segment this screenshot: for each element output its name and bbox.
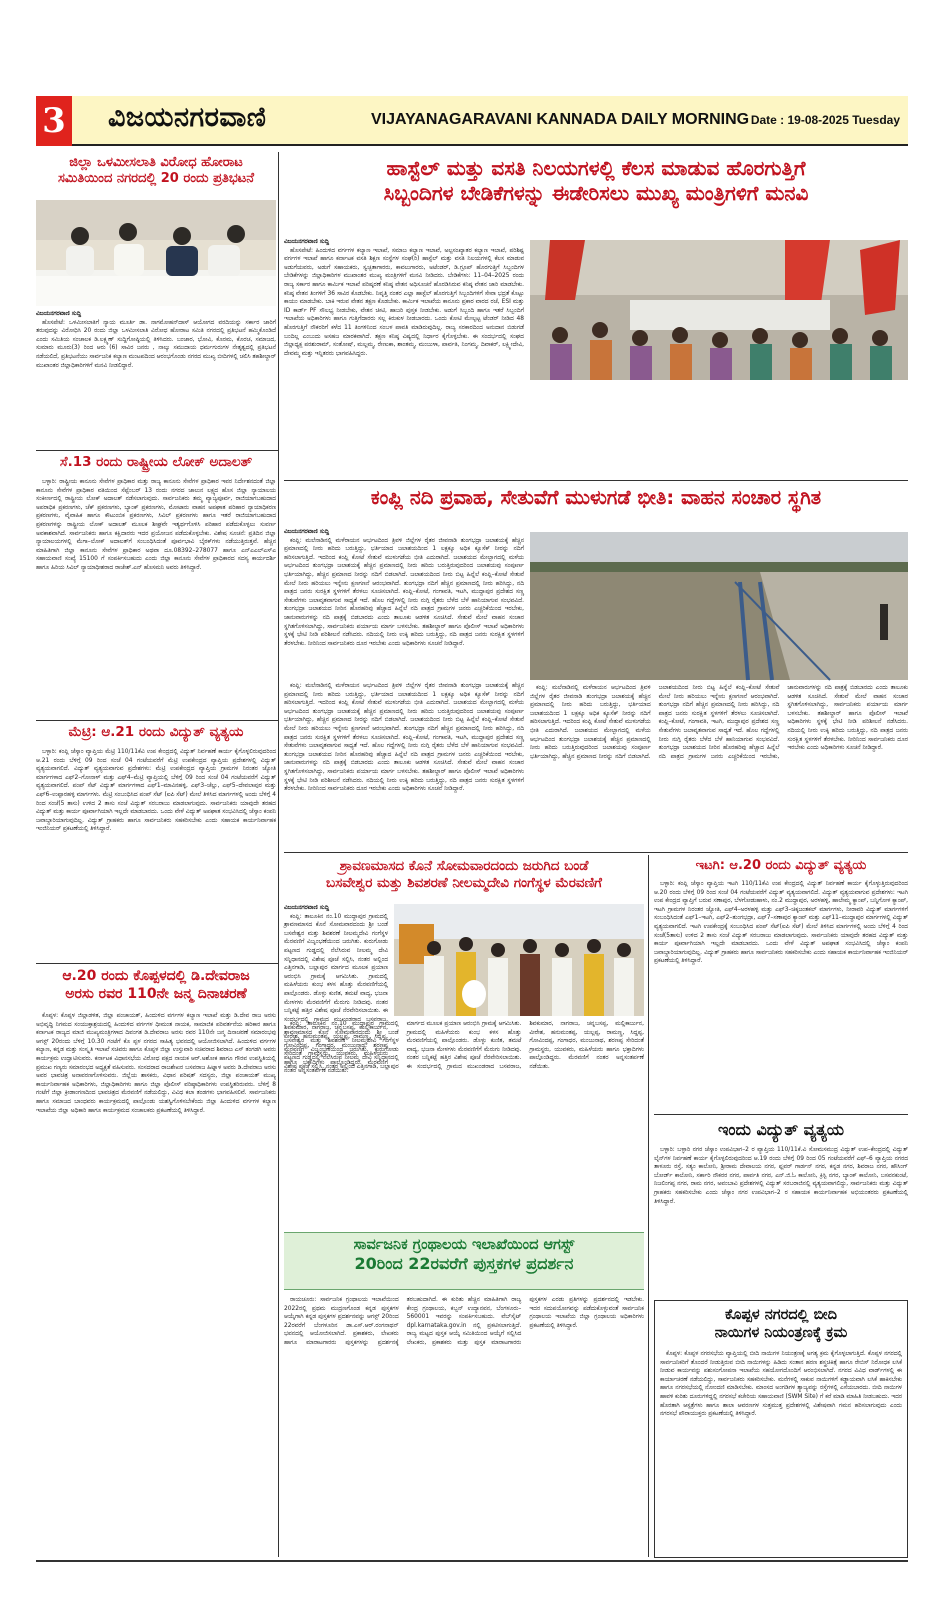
kampli-flood-article-lead: ವಿಜಯನಗರವಾಣಿ ಸುದ್ದಿ ಕಂಪ್ಲಿ: ಮಲೆನಾಡಿನಲ್ಲಿ ಮಳೆರಾಯನ ಆರ್ಭಟದಿಂದ ತ್ರಿವಳಿ ಜಿಲ್ಲೆಗಳ ರೈತರ ಜೀವನಾಡಿ ತುಂಗಭದ್ರಾ ಜಲಾಶಯಕ್ಕೆ ಹೆಚ್ಚಿನ ಪ್ರಮಾಣದಲ್ಲಿ ನೀರು ಹರಿದು ಬರುತ್ತಿದ್ದು, ಭರ್ತಿಯಾದ ಜಲಾಶಯದಿಂದ 1 ಲಕ್ಷಕ್ಕೂ ಅಧಿಕ ಕ್ಯೂಸೆಕ್ ನೀರನ್ನು ನದಿಗೆ ಹರಿಸಲಾಗುತ್ತಿದೆ. ಇದರಿಂದ ಕಂಪ್ಲಿ ಕೋಟೆ ಸೇತುವೆ ಮುಳುಗಡೆಯ ಭೀತಿ ಎದುರಾಗಿದೆ. ಜಲಾಶಯದ ಮೇಲ್ಭಾಗದಲ್ಲಿ ಮಳೆಯ ಆರ್ಭಟದಿಂದ ತುಂಗಭದ್ರಾ ಜಲಾಶಯಕ್ಕೆ ಹೆಚ್ಚಿನ ಪ್ರಮಾಣದಲ್ಲಿ ನೀರು ಹರಿದು ಬರುತ್ತಿರುವುದರಿಂದ ಜಲಾಶಯವು ಸಂಪೂರ್ಣ ಭರ್ತಿಯಾಗಿದ್ದು, ಹೆಚ್ಚಿನ ಪ್ರಮಾಣದ ನೀರನ್ನು ನದಿಗೆ ಬಿಡಲಾಗಿದೆ. ಜಲಾಶಯದಿಂದ ನೀರು ಬಿಟ್ಟ ಹಿನ್ನೆಲೆ ಕಂಪ್ಲಿ–ಕೋಟೆ ಸೇತುವೆ ಮೇಲೆ ನೀರು ಹರಿಯಲು ಇನ್ನೇನು ಕ್ಷಣಗಣನೆ ಆರಂಭವಾಗಿದೆ. ತುಂಗಭದ್ರಾ ನದಿಗೆ ಹೆಚ್ಚಿನ ಪ್ರಮಾಣದಲ್ಲಿ ನೀರು ಹರಿಸಿದ್ದು, ನದಿ ಪಾತ್ರದ ಜನರು ಸುರಕ್ಷಿತ ಸ್ಥಳಗಳಿಗೆ ತೆರಳಲು ಸೂಚಿಸಲಾಗಿದೆ. ಕಂಪ್ಲಿ–ಕೋಟೆ, ಗಂಗಾವತಿ, ಇಟಗಿ, ಮುದ್ದಾಪುರ ಪ್ರದೇಶದ ಸಣ್ಣ ಸೇತುವೆಗಳು ಜಲಾವೃತವಾಗುವ ಸಾಧ್ಯತೆ ಇದೆ. ಹೊಲ ಗದ್ದೆಗಳಲ್ಲಿ ನೀರು ನುಗ್ಗಿ ರೈತರು ಬೆಳೆದ ಬೆಳೆ ಹಾನಿಯಾಗುವ ಸಂಭವವಿದೆ. ತುಂಗಭದ್ರಾ ಜಲಾಶಯದ ನೀರಿನ ಹೊರಹರಿವು ಹೆಚ್ಚಾದ ಹಿನ್ನೆಲೆ ನದಿ ಪಾತ್ರದ ಗ್ರಾಮಗಳ ಜನರು ಎಚ್ಚರಿಕೆಯಿಂದ ಇರಬೇಕು, ಜಾನುವಾರುಗಳನ್ನು ನದಿ ಪಾತ್ರಕ್ಕೆ ಬಿಡಬಾರದು ಎಂದು ತಾಲೂಕು ಆಡಳಿತ ಸೂಚಿಸಿದೆ. ಸೇತುವೆ ಮೇಲೆ ವಾಹನ ಸಂಚಾರ ಸ್ಥಗಿತಗೊಳಿಸಲಾಗಿದ್ದು, ಸಾರ್ವಜನಿಕರು ಪರ್ಯಾಯ ಮಾರ್ಗ ಬಳಸಬೇಕು. ತಹಶೀಲ್ದಾರ್ ಹಾಗೂ ಪೊಲೀಸ್ ಇಲಾಖೆ ಅಧಿಕಾರಿಗಳು ಸ್ಥಳಕ್ಕೆ ಭೇಟಿ ನೀಡಿ ಪರಿಶೀಲನೆ ನಡೆಸಿದರು. ನದಿಯಲ್ಲಿ ನೀರು ಉಕ್ಕಿ ಹರಿದು ಬರುತ್ತಿದ್ದು, ನದಿ ಪಾತ್ರದ ಜನರು ಸುರಕ್ಷಿತ ಸ್ಥಳಗಳಿಗೆ ತೆರಳಬೇಕು. ನೀರಿನಿಂದ ಸಾರ್ವಜನಿಕರು ದೂರ ಇರಬೇಕು ಎಂದು ಅಧಿಕಾರಿಗಳು ಸೂಚನೆ ನೀಡಿದ್ದಾರೆ. [284, 529, 524, 647]
hostel-headline: ಹಾಸ್ಟೆಲ್ ಮತ್ತು ವಸತಿ ನಿಲಯಗಳಲ್ಲಿ ಕೆಲಸ ಮಾಡುವ ಹೊರಗುತ್ತಿಗೆ ಸಿಬ್ಬಂದಿಗಳ ಬೇಡಿಕೆಗಳನ್ನು ಈಡೇರಿಸಲು ಮುಖ್ಯ ಮಂತ್ರಿಗಳಿಗೆ ಮನವಿ [383, 156, 809, 205]
hostel-protest-photo [530, 240, 908, 380]
issue-date: Date : 19-08-2025 Tuesday [750, 113, 900, 127]
devaraj-urs-headline: ಆ.20 ರಂದು ಕೊಪ್ಪಳದಲ್ಲಿ ಡಿ.ದೇವರಾಜ ಅರಸು ರವರ 110ನೇ ಜನ್ಮ ದಿನಾಚರಣೆ [62, 968, 250, 1002]
page-number: 3 [36, 96, 72, 146]
section-divider [654, 1114, 908, 1115]
newspaper-title-kannada: ವಿಜಯನಗರವಾಣಿ [108, 102, 267, 133]
itagi-power-headline: ಇಟಗಿ: ಆ.20 ರಂದು ವಿದ್ಯುತ್ ವ್ಯತ್ಯಯ [695, 858, 867, 873]
hostel-article-body: ವಿಜಯನಗರವಾಣಿ ಸುದ್ದಿ ಹೊಸಪೇಟೆ: ಹಿಂದುಳಿದ ವರ್ಗಗಳ ಕಲ್ಯಾಣ ಇಲಾಖೆ, ಸಮಾಜ ಕಲ್ಯಾಣ ಇಲಾಖೆ, ಅಲ್ಪಸಂಖ್ಯಾತರ ಕಲ್ಯಾಣ ಇಲಾಖೆ, ಪರಿಶಿಷ್ಟ ವರ್ಗಗಳ ಇಲಾಖೆ ಹಾಗೂ ಕರ್ನಾಟಕ ವಸತಿ ಶಿಕ್ಷಣ ಸಂಸ್ಥೆಗಳ ಸಂಘ(ರಿ) ಹಾಸ್ಟೆಲ್ ಮತ್ತು ವಸತಿ ನಿಲಯಗಳಲ್ಲಿ ಕೆಲಸ ಮಾಡುವ ಅಡುಗೆಯವರು, ಅಡುಗೆ ಸಹಾಯಕರು, ಸ್ವಚ್ಛತಾಗಾರರು, ಕಾವಲುಗಾರರು, ಅಟೆಂಡರ್, ಡಿ.ಗ್ರೂಪ್ ಹೊರಗುತ್ತಿಗೆ ಸಿಬ್ಬಂದಿಗಳ ಬೇಡಿಕೆಗಳನ್ನು ಜಿಲ್ಲಾಧಿಕಾರಿಗಳ ಮುಖಾಂತರ ಮುಖ್ಯ ಮಂತ್ರಿಗಳಿಗೆ ಮನವಿ ನೀಡಿದರು. ಬೇಡಿಕೆಗಳು: 11–04–2025 ರಂದು ರಾಜ್ಯ ಸರ್ಕಾರ ಹಾಗೂ ಕಾರ್ಮಿಕ ಇಲಾಖೆ ಪರಿಷ್ಕರಣೆ ಕನಿಷ್ಠ ವೇತನ ಅಧಿಸೂಚನೆ ಹೊರಡಿಸಿರುವ ಕನಿಷ್ಠ ವೇತನ ಜಾರಿ ಮಾಡಬೇಕು. ಕನಿಷ್ಠ ವೇತನ ತಿಂಗಳಿಗೆ 36 ಸಾವಿರ ಕೊಡಬೇಕು. ನಿವೃತ್ತಿ ನಂತರ ಎಲ್ಲಾ ಹಾಸ್ಟೆಲ್ ಹೊರಗುತ್ತಿಗೆ ಸಿಬ್ಬಂದಿಗಳಿಗೆ ಸೇವಾ ಭದ್ರತೆ ಕೊಟ್ಟು ಕಾಯಂ ಮಾಡಬೇಕು. ಬಾಕಿ ಇರುವ ವೇತನ ತಕ್ಷಣ ಕೊಡಬೇಕು. ಕಾರ್ಮಿಕ ಇಲಾಖೆಯ ಕಾನೂನು ಪ್ರಕಾರ ವಾರದ ರಜೆ, ESI ಮತ್ತು ID ಕಾರ್ಡ್ PF ಸೌಲಭ್ಯ ನೀಡಬೇಕು, ವೇತನ ಚೀಟಿ, ಹಾಜರಿ ಪುಸ್ತಕ ನೀಡಬೇಕು. ಅಡುಗೆ ಸಿಬ್ಬಂದಿ ಹಾಗೂ ಇತರೆ ಸಿಬ್ಬಂದಿಗೆ ಇಲಾಖೆಯ ಅಧಿಕಾರಿಗಳು ಹಾಗೂ ಗುತ್ತಿಗೆದಾರರು ಸಲ್ಲ ಕಿರುಕುಳ ನೀಡಬಾರದು. ಒಂದು ಕೋಟಿ ಮೇಲ್ಪಟ್ಟ ಟೆಂಡರ್ ನೀಡಿದ 48 ಹೊರಗುತ್ತಿಗೆ ನೌಕರರಿಗೆ ಕಳೆದ 11 ತಿಂಗಳಿನಿಂದ ಸಂಬಳ ಪಾವತಿ ಮಾಡಿರುವುದಿಲ್ಲ. ರಾಜ್ಯ ಸರಕಾರದಿಂದ ಅನುದಾನ ಬಿಡುಗಡೆ ಬಂದಿಲ್ಲ ಎಂಬುದು ಅಸಹಜ ಮಾರಕವಾಗಿದೆ. ತಕ್ಷಣ ಕನಿಷ್ಠ ವಿಷ್ಯದಲ್ಲಿ ನಿರ್ಧಾರ ಕೈಗೊಳ್ಳಬೇಕು. ಈ ಸಂದರ್ಭದಲ್ಲಿ ಸಂಘದ ಜಿಲ್ಲಾಧ್ಯಕ್ಷ ಪರಶುರಾಮ್, ಸಂತೋಷ್, ಮಲ್ಲಮ್ಮ, ರೇಣುಕಾ, ಶಾಂತಮ್ಮ, ಮಂಜುಳಾ, ಪಾರ್ವತಿ, ನಿಂಗಮ್ಮ, ದಿವಾಕರ್, ಲಕ್ಷ್ಮೀದೇವಿ, ದೇವಮ್ಮ ಮತ್ತು ಇನ್ನಿತರರು ಭಾಗವಹಿಸಿದ್ದರು. [284, 239, 524, 357]
section-divider [284, 480, 908, 481]
section-divider [36, 720, 278, 721]
kampli-flood-article-body: ಕಂಪ್ಲಿ: ಮಲೆನಾಡಿನಲ್ಲಿ ಮಳೆರಾಯನ ಆರ್ಭಟದಿಂದ ತ್ರಿವಳಿ ಜಿಲ್ಲೆಗಳ ರೈತರ ಜೀವನಾಡಿ ತುಂಗಭದ್ರಾ ಜಲಾಶಯಕ್ಕೆ ಹೆಚ್ಚಿನ ಪ್ರಮಾಣದಲ್ಲಿ ನೀರು ಹರಿದು ಬರುತ್ತಿದ್ದು, ಭರ್ತಿಯಾದ ಜಲಾಶಯದಿಂದ 1 ಲಕ್ಷಕ್ಕೂ ಅಧಿಕ ಕ್ಯೂಸೆಕ್ ನೀರನ್ನು ನದಿಗೆ ಹರಿಸಲಾಗುತ್ತಿದೆ. ಇದರಿಂದ ಕಂಪ್ಲಿ ಕೋಟೆ ಸೇತುವೆ ಮುಳುಗಡೆಯ ಭೀತಿ ಎದುರಾಗಿದೆ. ಜಲಾಶಯದ ಮೇಲ್ಭಾಗದಲ್ಲಿ ಮಳೆಯ ಆರ್ಭಟದಿಂದ ತುಂಗಭದ್ರಾ ಜಲಾಶಯಕ್ಕೆ ಹೆಚ್ಚಿನ ಪ್ರಮಾಣದಲ್ಲಿ ನೀರು ಹರಿದು ಬರುತ್ತಿರುವುದರಿಂದ ಜಲಾಶಯವು ಸಂಪೂರ್ಣ ಭರ್ತಿಯಾಗಿದ್ದು, ಹೆಚ್ಚಿನ ಪ್ರಮಾಣದ ನೀರನ್ನು ನದಿಗೆ ಬಿಡಲಾಗಿದೆ. ಜಲಾಶಯದಿಂದ ನೀರು ಬಿಟ್ಟ ಹಿನ್ನೆಲೆ ಕಂಪ್ಲಿ–ಕೋಟೆ ಸೇತುವೆ ಮೇಲೆ ನೀರು ಹರಿಯಲು ಇನ್ನೇನು ಕ್ಷಣಗಣನೆ ಆರಂಭವಾಗಿದೆ. ತುಂಗಭದ್ರಾ ನದಿಗೆ ಹೆಚ್ಚಿನ ಪ್ರಮಾಣದಲ್ಲಿ ನೀರು ಹರಿಸಿದ್ದು, ನದಿ ಪಾತ್ರದ ಜನರು ಸುರಕ್ಷಿತ ಸ್ಥಳಗಳಿಗೆ ತೆರಳಲು ಸೂಚಿಸಲಾಗಿದೆ. ಕಂಪ್ಲಿ–ಕೋಟೆ, ಗಂಗಾವತಿ, ಇಟಗಿ, ಮುದ್ದಾಪುರ ಪ್ರದೇಶದ ಸಣ್ಣ ಸೇತುವೆಗಳು ಜಲಾವೃತವಾಗುವ ಸಾಧ್ಯತೆ ಇದೆ. ಹೊಲ ಗದ್ದೆಗಳಲ್ಲಿ ನೀರು ನುಗ್ಗಿ ರೈತರು ಬೆಳೆದ ಬೆಳೆ ಹಾನಿಯಾಗುವ ಸಂಭವವಿದೆ. ತುಂಗಭದ್ರಾ ಜಲಾಶಯದ ನೀರಿನ ಹೊರಹರಿವು ಹೆಚ್ಚಾದ ಹಿನ್ನೆಲೆ ನದಿ ಪಾತ್ರದ ಗ್ರಾಮಗಳ ಜನರು ಎಚ್ಚರಿಕೆಯಿಂದ ಇರಬೇಕು, ಜಾನುವಾರುಗಳನ್ನು ನದಿ ಪಾತ್ರಕ್ಕೆ ಬಿಡಬಾರದು ಎಂದು ತಾಲೂಕು ಆಡಳಿತ ಸೂಚಿಸಿದೆ. ಸೇತುವೆ ಮೇಲೆ ವಾಹನ ಸಂಚಾರ ಸ್ಥಗಿತಗೊಳಿಸಲಾಗಿದ್ದು, ಸಾರ್ವಜನಿಕರು ಪರ್ಯಾಯ ಮಾರ್ಗ ಬಳಸಬೇಕು. ತಹಶೀಲ್ದಾರ್ ಹಾಗೂ ಪೊಲೀಸ್ ಇಲಾಖೆ ಅಧಿಕಾರಿಗಳು ಸ್ಥಳಕ್ಕೆ ಭೇಟಿ ನೀಡಿ ಪರಿಶೀಲನೆ ನಡೆಸಿದರು. ನದಿಯಲ್ಲಿ ನೀರು ಉಕ್ಕಿ ಹರಿದು ಬರುತ್ತಿದ್ದು, ನದಿ ಪಾತ್ರದ ಜನರು ಸುರಕ್ಷಿತ ಸ್ಥಳಗಳಿಗೆ ತೆರಳಬೇಕು. ನೀರಿನಿಂದ ಸಾರ್ವಜನಿಕರು ದೂರ ಇರಬೇಕು ಎಂದು ಅಧಿಕಾರಿಗಳು ಸೂಚನೆ ನೀಡಿದ್ದಾರೆ. [284, 683, 524, 793]
flood-river-photo [530, 532, 908, 680]
stray-dogs-article-body: ಕೊಪ್ಪಳ: ಕೊಪ್ಪಳ ನಗರಸಭೆಯ ವ್ಯಾಪ್ತಿಯಲ್ಲಿ ಬೀದಿ ನಾಯಿಗಳ ನಿಯಂತ್ರಣಕ್ಕೆ ಅಗತ್ಯ ಕ್ರಮ ಕೈಗೊಳ್ಳಲಾಗುತ್ತಿದೆ. ಕೊಪ್ಪಳ ನಗರದಲ್ಲಿ ಸಾರ್ವಜನಿಕರಿಗೆ ತೊಂದರೆ ನೀಡುತ್ತಿರುವ ಬೀದಿ ನಾಯಿಗಳನ್ನು ಹಿಡಿದು ಸಂತಾನ ಹರಣ ಶಸ್ತ್ರಚಿಕಿತ್ಸೆ ಹಾಗೂ ರೇಬಿಸ್ ನಿರೋಧಕ ಲಸಿಕೆ ನೀಡುವ ಕಾರ್ಯವನ್ನು ಪಶುಸಂಗೋಪನಾ ಇಲಾಖೆಯ ಸಹಯೋಗದೊಂದಿಗೆ ಆರಂಭಿಸಲಾಗಿದೆ. ನಗರದ ವಿವಿಧ ವಾರ್ಡ್‌ಗಳಲ್ಲಿ ಈ ಕಾರ್ಯಾಚರಣೆ ನಡೆಯಲಿದ್ದು, ಸಾರ್ವಜನಿಕರು ಸಹಕರಿಸಬೇಕು. ಮನೆಗಳಲ್ಲಿ ಸಾಕುವ ನಾಯಿಗಳಿಗೆ ಕಡ್ಡಾಯವಾಗಿ ಲಸಿಕೆ ಹಾಕಿಸಬೇಕು ಹಾಗೂ ನಗರಸಭೆಯಲ್ಲಿ ನೋಂದಣಿ ಮಾಡಿಸಬೇಕು. ಮಾಂಸದ ಅಂಗಡಿಗಳ ತ್ಯಾಜ್ಯವನ್ನು ರಸ್ತೆಗಳಲ್ಲಿ ಎಸೆಯಬಾರದು. ಬೀದಿ ನಾಯಿಗಳ ಹಾವಳಿ ಕುರಿತು ದೂರುಗಳಿದ್ದಲ್ಲಿ ನಗರಸಭೆ ಕಚೇರಿಯ ಸಹಾಯವಾಣಿ (SWM Site) ಗೆ ಕರೆ ಮಾಡಿ ಮಾಹಿತಿ ನೀಡಬಹುದು. ಇದರ ಹೊರತಾಗಿ ಆಸ್ಪತ್ರೆಗಳು ಹಾಗೂ ಶಾಲಾ ಆವರಣಗಳ ಸುತ್ತಮುತ್ತ ಪ್ರದೇಶಗಳಲ್ಲಿ ವಿಶೇಷವಾಗಿ ಗಮನ ಹರಿಸಲಾಗುವುದು ಎಂದು ನಗರಸಭೆ ಪೌರಾಯುಕ್ತರು ಪ್ರಕಟಣೆಯಲ್ಲಿ ತಿಳಿಸಿದ್ದಾರೆ. [660, 1351, 902, 1418]
newspaper-title-english: VIJAYANAGARAVANI KANNADA DAILY MORNING [371, 111, 750, 128]
workers-protest-photo [530, 240, 908, 380]
devaraj-urs-article-body: ಕೊಪ್ಪಳ: ಕೊಪ್ಪಳ ಜಿಲ್ಲಾಡಳಿತ, ಜಿಲ್ಲಾ ಪಂಚಾಯತ್, ಹಿಂದುಳಿದ ವರ್ಗಗಳ ಕಲ್ಯಾಣ ಇಲಾಖೆ ಮತ್ತು ಡಿ.ದೇವ ರಾಜ ಅರಸು ಅಭಿವೃದ್ಧಿ ನಿಗಮದ ಸಂಯುಕ್ತಾಶ್ರಯದಲ್ಲಿ ಹಿಂದುಳಿದ ವರ್ಗಗಳ ಧೀಮಂತ ನಾಯಕ, ಸಾಮಾಜಿಕ ಪರಿವರ್ತನೆಯ ಹರಿಕಾರ ಹಾಗೂ ಕರ್ನಾಟಕ ರಾಜ್ಯದ ಮಾಜಿ ಮುಖ್ಯಮಂತ್ರಿಗಳಾದ ದಿವಂಗತ ಡಿ.ದೇವರಾಜ ಅರಸು ರವರ 110ನೇ ಜನ್ಮ ದಿನಾಚರಣೆ ಸಮಾರಂಭವು ಆಗಸ್ಟ್ 20ರಂದು ಬೆಳಿಗ್ಗೆ 10.30 ಗಂಟೆಗೆ ಕೊ ಪ್ಪಳ ನಗರದ ಸಾಹಿತ್ಯ ಭವನದಲ್ಲಿ ಆಯೋಜಿಸಲಾಗಿದೆ. ಹಿಂದುಳಿದ ವರ್ಗಗಳ ಕಲ್ಯಾಣ, ಕನ್ನಡ ಮತ್ತು ಸಂಸ್ಕೃತಿ ಇಲಾಖೆ ಸಚಿವರು ಹಾಗೂ ಕೊಪ್ಪಳ ಜಿಲ್ಲಾ ಉಸ್ತುವಾರಿ ಸಚಿವರಾದ ಶಿವರಾಜ ಎಸ್ ತಂಗಡಗಿ ಅವರು ಕಾರ್ಯಕ್ರಮ ಉದ್ಘಾಟಿಸುವರು. ಕರ್ನಾಟಕ ವಿಧಾನಸಭೆಯ ವಿರೋಧ ಪಕ್ಷದ ನಾಯಕ ಆರ್.ಅಶೋಕ ಹಾಗೂ ಗೌರವ ಉಪಸ್ಥಿತಿಯಲ್ಲಿ ಪ್ರಮುಖ ಗಣ್ಯರು ಸಮಾರಂಭದ ಅಧ್ಯಕ್ಷತೆ ವಹಿಸುವರು. ಸಂಸದರಾದ ರಾಜಶೇಖರ ಬಸವರಾಜ ಹಿಟ್ನಾಳ ಅವರು ಡಿ.ದೇವರಾಜ ಅರಸು ಅವರ ಭಾವಚಿತ್ರ ಅನಾವರಣಗೊಳಿಸುವರು. ಜಿಲ್ಲೆಯ ಶಾಸಕರು, ವಿಧಾನ ಪರಿಷತ್ ಸದಸ್ಯರು, ಜಿಲ್ಲಾ ಪಂಚಾಯತ್ ಮುಖ್ಯ ಕಾರ್ಯನಿರ್ವಾಹಕ ಅಧಿಕಾರಿಗಳು, ಜಿಲ್ಲಾಧಿಕಾರಿಗಳು ಹಾಗೂ ಜಿಲ್ಲಾ ಪೊಲೀಸ್ ವರಿಷ್ಠಾಧಿಕಾರಿಗಳು ಉಪಸ್ಥಿತರಿರುವರು. ಬೆಳಿಗ್ಗೆ 8 ಗಂಟೆಗೆ ಜಿಲ್ಲಾ ಕ್ರೀಡಾಂಗಣದಿಂದ ಭಾವಚಿತ್ರದ ಮೆರವಣಿಗೆ ನಡೆಯಲಿದ್ದು, ವಿವಿಧ ಕಲಾ ತಂಡಗಳು ಭಾಗವಹಿಸಲಿವೆ. ಸಾರ್ವಜನಿಕರು ಹಾಗೂ ಸಮಾಜದ ಬಾಂಧವರು ಕಾರ್ಯಕ್ರಮದಲ್ಲಿ ಪಾಲ್ಗೊಂಡು ಯಶಸ್ವಿಗೊಳಿಸಬೇಕೆಂದು ಜಿಲ್ಲಾ ಹಿಂದುಳಿದ ವರ್ಗಗಳ ಕಲ್ಯಾಣ ಇಲಾಖೆಯ ಜಿಲ್ಲಾ ಅಧಿಕಾರಿ ಹಾಗೂ ಕಾರ್ಯಕ್ರಮದ ಸಂಚಾಲಕರು ಪ್ರಕಟಣೆಯಲ್ಲಿ ತಿಳಿಸಿದ್ದಾರೆ. [36, 1013, 276, 1114]
column-rule [648, 855, 649, 1557]
procession-photo [394, 904, 644, 1016]
power-cut-21-article-body: ಬಳ್ಳಾರಿ: ಕಂಪ್ಲಿ ಜೆಸ್ಕಾಂ ವ್ಯಾಪ್ತಿಯ ಮೆಟ್ರಿ 110/11ಕೆವಿ ಉಪ ಕೇಂದ್ರದಲ್ಲಿ ವಿದ್ಯುತ್ ನಿರ್ವಹಣೆ ಕಾರ್ಯ ಕೈಗೊಳ್ಳಲಿರುವುದರಿಂದ ಆ.21 ರಂದು ಬೆಳಿಗ್ಗೆ 09 ರಿಂದ ಸಂಜೆ 04 ಗಂಟೆಯವರೆಗೆ ಮೆಟ್ರಿ ಉಪಕೇಂದ್ರದ ವ್ಯಾಪ್ತಿಯ ಪ್ರದೇಶಗಳಲ್ಲಿ ವಿದ್ಯುತ್ ವ್ಯತ್ಯಯವಾಗಲಿದೆ. ವಿದ್ಯುತ್ ವ್ಯತ್ಯಯವಾಗುವ ಪ್ರದೇಶಗಳು: ಮೆಟ್ರಿ ಉಪಕೇಂದ್ರದ ವ್ಯಾಪ್ತಿಯ ಗ್ರಾಮಗಳ ನಿರಂತರ ಜ್ಯೋತಿ ಮಾರ್ಗಗಳಾದ ಎಫ್2–ಗೋನಾಳ್ ಮತ್ತು ಎಫ್4–ಮೆಟ್ರಿ ವ್ಯಾಪ್ತಿಯಲ್ಲಿ ಬೆಳಿಗ್ಗೆ 09 ರಿಂದ ಸಂಜೆ 04 ಗಂಟೆಯವರೆಗೆ ವಿದ್ಯುತ್ ವ್ಯತ್ಯಯವಾಗಲಿದೆ. ಪಂಪ್ ಸೆಟ್ ವಿದ್ಯುತ್ ಮಾರ್ಗಗಳಾದ ಎಫ್1–ಮಾವಿನಹಳ್ಳಿ, ಎಫ್3–ಚೆಲ್ಲು, ಎಫ್5–ದೇವಲಾಪುರ ಮತ್ತು ಎಫ್6–ಉಪ್ಪಾರಹಳ್ಳಿ ಮಾರ್ಗಗಳು. ಮೆಟ್ರಿ ಸಂಬಂಧಿಸಿದ ಪಂಪ್ ಸೆಟ್ (ಐಪಿ ಸೆಟ್) ಮೇಲೆ ತಿಳಿಸಿದ ಮಾರ್ಗಗಳಲ್ಲಿ ಅಂದು ಬೆಳಿಗ್ಗೆ 4 ರಿಂದ ಸಂಜೆ(5 ತಾಸು) ಉಳಿದ 2 ತಾಸು ಸಂಜೆ ವಿದ್ಯುತ್ ಸರಬರಾಜು ಮಾಡಲಾಗುವುದು. ಸಾರ್ವಜನಿಕರು ಯಾವುದೇ ತರಹದ ವಿದ್ಯುತ್ ಮತ್ತು ಕಾರ್ಯ ಪೂರ್ವಾಗಿಯಾಗಿ ಇಲ್ಲದೇ ಮಾಡಬಾರದು. ಒಂದು ವೇಳೆ ವಿದ್ಯುತ್ ಅಪಘಾತ ಸಂಭವಿಸಿದಲ್ಲಿ ಜೆಸ್ಕಾಂ ಕಂಪನಿ ಜವಾಬ್ದಾರಿಯಾಗುವುದಿಲ್ಲ. ವಿದ್ಯುತ್ ಗ್ರಾಹಕರು ಹಾಗೂ ಸಾರ್ವಜನಿಕರು ಸಹಕರಿಸಬೇಕು ಎಂದು ಸಹಾಯಕ ಕಾರ್ಯನಿರ್ವಾಹಕ ಇಂಜಿನಿಯರ್ ಪ್ರಕಟಣೆಯಲ್ಲಿ ತಿಳಿಸಿದ್ದಾರೆ. [36, 749, 276, 833]
kampli-flood-article-continued: ಕಂಪ್ಲಿ: ಮಲೆನಾಡಿನಲ್ಲಿ ಮಳೆರಾಯನ ಆರ್ಭಟದಿಂದ ತ್ರಿವಳಿ ಜಿಲ್ಲೆಗಳ ರೈತರ ಜೀವನಾಡಿ ತುಂಗಭದ್ರಾ ಜಲಾಶಯಕ್ಕೆ ಹೆಚ್ಚಿನ ಪ್ರಮಾಣದಲ್ಲಿ ನೀರು ಹರಿದು ಬರುತ್ತಿದ್ದು, ಭರ್ತಿಯಾದ ಜಲಾಶಯದಿಂದ 1 ಲಕ್ಷಕ್ಕೂ ಅಧಿಕ ಕ್ಯೂಸೆಕ್ ನೀರನ್ನು ನದಿಗೆ ಹರಿಸಲಾಗುತ್ತಿದೆ. ಇದರಿಂದ ಕಂಪ್ಲಿ ಕೋಟೆ ಸೇತುವೆ ಮುಳುಗಡೆಯ ಭೀತಿ ಎದುರಾಗಿದೆ. ಜಲಾಶಯದ ಮೇಲ್ಭಾಗದಲ್ಲಿ ಮಳೆಯ ಆರ್ಭಟದಿಂದ ತುಂಗಭದ್ರಾ ಜಲಾಶಯಕ್ಕೆ ಹೆಚ್ಚಿನ ಪ್ರಮಾಣದಲ್ಲಿ ನೀರು ಹರಿದು ಬರುತ್ತಿರುವುದರಿಂದ ಜಲಾಶಯವು ಸಂಪೂರ್ಣ ಭರ್ತಿಯಾಗಿದ್ದು, ಹೆಚ್ಚಿನ ಪ್ರಮಾಣದ ನೀರನ್ನು ನದಿಗೆ ಬಿಡಲಾಗಿದೆ. ಜಲಾಶಯದಿಂದ ನೀರು ಬಿಟ್ಟ ಹಿನ್ನೆಲೆ ಕಂಪ್ಲಿ–ಕೋಟೆ ಸೇತುವೆ ಮೇಲೆ ನೀರು ಹರಿಯಲು ಇನ್ನೇನು ಕ್ಷಣಗಣನೆ ಆರಂಭವಾಗಿದೆ. ತುಂಗಭದ್ರಾ ನದಿಗೆ ಹೆಚ್ಚಿನ ಪ್ರಮಾಣದಲ್ಲಿ ನೀರು ಹರಿಸಿದ್ದು, ನದಿ ಪಾತ್ರದ ಜನರು ಸುರಕ್ಷಿತ ಸ್ಥಳಗಳಿಗೆ ತೆರಳಲು ಸೂಚಿಸಲಾಗಿದೆ. ಕಂಪ್ಲಿ–ಕೋಟೆ, ಗಂಗಾವತಿ, ಇಟಗಿ, ಮುದ್ದಾಪುರ ಪ್ರದೇಶದ ಸಣ್ಣ ಸೇತುವೆಗಳು ಜಲಾವೃತವಾಗುವ ಸಾಧ್ಯತೆ ಇದೆ. ಹೊಲ ಗದ್ದೆಗಳಲ್ಲಿ ನೀರು ನುಗ್ಗಿ ರೈತರು ಬೆಳೆದ ಬೆಳೆ ಹಾನಿಯಾಗುವ ಸಂಭವವಿದೆ. ತುಂಗಭದ್ರಾ ಜಲಾಶಯದ ನೀರಿನ ಹೊರಹರಿವು ಹೆಚ್ಚಾದ ಹಿನ್ನೆಲೆ ನದಿ ಪಾತ್ರದ ಗ್ರಾಮಗಳ ಜನರು ಎಚ್ಚರಿಕೆಯಿಂದ ಇರಬೇಕು, ಜಾನುವಾರುಗಳನ್ನು ನದಿ ಪಾತ್ರಕ್ಕೆ ಬಿಡಬಾರದು ಎಂದು ತಾಲೂಕು ಆಡಳಿತ ಸೂಚಿಸಿದೆ. ಸೇತುವೆ ಮೇಲೆ ವಾಹನ ಸಂಚಾರ ಸ್ಥಗಿತಗೊಳಿಸಲಾಗಿದ್ದು, ಸಾರ್ವಜನಿಕರು ಪರ್ಯಾಯ ಮಾರ್ಗ ಬಳಸಬೇಕು. ತಹಶೀಲ್ದಾರ್ ಹಾಗೂ ಪೊಲೀಸ್ ಇಲಾಖೆ ಅಧಿಕಾರಿಗಳು ಸ್ಥಳಕ್ಕೆ ಭೇಟಿ ನೀಡಿ ಪರಿಶೀಲನೆ ನಡೆಸಿದರು. ನದಿಯಲ್ಲಿ ನೀರು ಉಕ್ಕಿ ಹರಿದು ಬರುತ್ತಿದ್ದು, ನದಿ ಪಾತ್ರದ ಜನರು ಸುರಕ್ಷಿತ ಸ್ಥಳಗಳಿಗೆ ತೆರಳಬೇಕು. ನೀರಿನಿಂದ ಸಾರ್ವಜನಿಕರು ದೂರ ಇರಬೇಕು ಎಂದು ಅಧಿಕಾರಿಗಳು ಸೂಚನೆ ನೀಡಿದ್ದಾರೆ. [530, 685, 908, 760]
section-divider [36, 963, 278, 964]
procession-group-photo [394, 904, 644, 1016]
protest-headline: ಜಿಲ್ಲಾ ಒಳಮೀಸಲಾತಿ ವಿರೋಧ ಹೋರಾಟ ಸಮಿತಿಯಿಂದ ನಗರದಲ್ಲಿ 20 ರಂದು ಪ್ರತಿಭಟನೆ [58, 155, 254, 187]
today-power-article-body: ಬಳ್ಳಾರಿ: ಬಳ್ಳಾರಿ ನಗರ ಜೆಸ್ಕಾಂ ಉಪವಿಭಾಗ–2 ರ ವ್ಯಾಪ್ತಿಯ 110/11ಕೆ.ವಿ ಸೋಮಸಮುದ್ರ ವಿದ್ಯುತ್ ಉಪ–ಕೇಂದ್ರದಲ್ಲಿ ವಿದ್ಯುತ್ ಲೈನ್‌ಗಳ ನಿರ್ವಹಣೆ ಕಾರ್ಯ ಕೈಗೊಳ್ಳಲಿರುವುದರಿಂದ ಆ.19 ರಂದು ಬೆಳಿಗ್ಗೆ 09 ರಿಂದ 05 ಗಂಟೆಯವರೆಗೆ ಎಫ್–6 ವ್ಯಾಪ್ತಿಯ ನಗರದ ತಾಳೂರು ರಸ್ತೆ, ಸತ್ಯಂ ಕಾಲೋನಿ, ಶ್ರೀರಾಮ ದೇವಾಲಯ ನಗರ, ಫ್ಲವರ್ ಗಾರ್ಡನ್ ನಗರ, ಕನ್ನಡ ನಗರ, ಶಿವರಾಜ ನಗರ, ಹೌಸಿಂಗ್ ಬೋರ್ಡ್ ಕಾಲೋನಿ, ಸರ್ಕಾರಿ ನೌಕರರ ನಗರ, ಪಾರ್ವತಿ ನಗರ, ಎನ್.ಜಿ.ಓ ಕಾಲೋನಿ, ಕ್ರಿಸ್ಟಿ ನಗರ, ಬ್ಯಾಂಕ್ ಕಾಲೋನಿ, ಬಸವನಕುಂಟೆ, ನಿಜಲಿಂಗಪ್ಪ ನಗರ, ರಾಮ ನಗರ, ಅವಂಬಾವಿ ಪ್ರದೇಶಗಳಲ್ಲಿ ವಿದ್ಯುತ್ ಸರಬರಾಜಿನಲ್ಲಿ ವ್ಯತ್ಯಯವಾಗಲಿದ್ದು, ಸಾರ್ವಜನಿಕರು ಮತ್ತು ವಿದ್ಯುತ್ ಗ್ರಾಹಕರು ಸಹಕರಿಸಬೇಕು ಎಂದು ಜೆಸ್ಕಾಂ ನಗರ ಉಪವಿಭಾಗ–2 ರ ಸಹಾಯಕ ಕಾರ್ಯನಿರ್ವಾಹಕ ಅಭಿಯಂತರರು ಪ್ರಕಟಣೆಯಲ್ಲಿ ತಿಳಿಸಿದ್ದಾರೆ. [654, 1147, 908, 1205]
lok-adalat-headline: ಸೆ.13 ರಂದು ರಾಷ್ಟ್ರೀಯ ಲೋಕ್ ಅದಾಲತ್ [59, 454, 253, 470]
protest-photo [36, 200, 276, 306]
shravana-article-body: ಕಂಪ್ಲಿ: ತಾಲೂಕಿನ ನಂ.10 ಮುದ್ದಾಪುರ ಗ್ರಾಮದಲ್ಲಿ ಶ್ರಾವಣಮಾಸದ ಕೊನೆ ಸೋಮವಾರದಂದು ಶ್ರೀ ಬಂಡೆ ಬಸವೇಶ್ವರ ಮತ್ತು ಶಿವಶರಣೆ ನೀಲಮ್ಮದೇವಿ ಗಂಗೆಸ್ಥಳ ಮೆರವಣಿಗೆ ವಿಜೃಂಭಣೆಯಿಂದ ಜರುಗಿತು. ಕುರುಗೋಡು ಪಟ್ಟಣದ ಗುಡ್ಡದಲ್ಲಿ ನೆಲೆಸಿರುವ ನೀಲಮ್ಮ ದೇವಿ ಸನ್ನಿಧಾನದಲ್ಲಿ ವಿಶೇಷ ಪೂಜೆ ಸಲ್ಲಿಸಿ, ನಂತರ ಅಲ್ಲಿಂದ ಎತ್ತಿನಗಾಡಿ, ಬಲ್ಲಾಪುರ ಮಾರ್ಗದ ಮೂಲಕ ಪ್ರಯಾಣ ಆರಂಭಿಸಿ ಗ್ರಾಮಕ್ಕೆ ಆಗಮಿಸಿತು. ಗ್ರಾಮದಲ್ಲಿ ಮಹಿಳೆಯರು ಕುಂಭ ಕಳಸ ಹೊತ್ತು ಮೆರವಣಿಗೆಯಲ್ಲಿ ಪಾಲ್ಗೊಂಡರು. ಡೊಳ್ಳು ಕುಣಿತ, ತಮಟೆ ವಾದ್ಯ, ಭಜನಾ ಮೇಳಗಳು ಮೆರವಣಿಗೆಗೆ ಮೆರುಗು ನೀಡಿದವು. ನಂತರ ಬನ್ನಿಕಟ್ಟೆ ಹತ್ತಿರ ವಿಶೇಷ ಪೂಜೆ ನೆರವೇರಿಸಲಾಯಿತು. ಈ ಸಂದರ್ಭದಲ್ಲಿ ಗ್ರಾಮದ ಮುಖಂಡರಾದ ಬಸವರಾಜ, ಶಿವಕುಮಾರ, ನಾಗರಾಜ, ಚನ್ನಬಸಪ್ಪ, ಮಲ್ಲಿಕಾರ್ಜುನ, ವೀರೇಶ, ಹನುಮಂತಪ್ಪ, ಯಲ್ಲಪ್ಪ, ರಾಮಣ್ಣ, ಸಿದ್ದಪ್ಪ, ಗೋವಿಂದಪ್ಪ, ಗಂಗಾಧರ, ಮಂಜುನಾಥ, ಶರಣಪ್ಪ ಸೇರಿದಂತೆ ಗ್ರಾಮಸ್ಥರು, ಯುವಕರು, ಮಹಿಳೆಯರು ಹಾಗೂ ಭಕ್ತಾದಿಗಳು ಪಾಲ್ಗೊಂಡಿದ್ದರು. ಮೆರವಣಿಗೆ ನಂತರ ಅನ್ನಸಂತರ್ಪಣೆ ನಡೆಯಿತು. [284, 1021, 644, 1070]
library-article-body: ರಾಯಚೂರು: ಸಾರ್ವಜನಿಕ ಗ್ರಂಥಾಲಯ ಇಲಾಖೆಯಿಂದ 2022ರಲ್ಲಿ ಪ್ರಥಮ ಮುದ್ರಣಗೊಂಡ ಕನ್ನಡ ಪುಸ್ತಕಗಳ ಆಯ್ಕೆಗಾಗಿ ಕನ್ನಡ ಪುಸ್ತಕಗಳ ಪ್ರದರ್ಶನವನ್ನು ಆಗಸ್ಟ್ 20ರಿಂದ 22ರವರೆಗೆ ಬೆಂಗಳೂರಿನ ಡಾ.ಎಸ್.ಆರ್.ರಂಗನಾಥನ್ ಭವನದಲ್ಲಿ ಆಯೋಜಿಸಲಾಗಿದೆ. ಪ್ರಕಾಶಕರು, ಲೇಖಕರು ಹಾಗೂ ಮಾರಾಟಗಾರರು ಪುಸ್ತಕಗಳನ್ನು ಪ್ರದರ್ಶನಕ್ಕೆ ತರಬಹುದಾಗಿದೆ. ಈ ಕುರಿತು ಹೆಚ್ಚಿನ ಮಾಹಿತಿಗಾಗಿ ರಾಜ್ಯ ಕೇಂದ್ರ ಗ್ರಂಥಾಲಯ, ಕಬ್ಬನ್ ಉದ್ಯಾನವನ, ಬೆಂಗಳೂರು–560001 ಇವರನ್ನು ಸಂಪರ್ಕಿಸಬಹುದು. ವೆಬ್‌ಸೈಟ್ dpl.karnataka.gov.in ನಲ್ಲಿ ಪ್ರಕಟಿಸಲಾಗುತ್ತಿದೆ. ರಾಜ್ಯ ಮಟ್ಟದ ಪುಸ್ತಕ ಆಯ್ಕೆ ಸಮಿತಿಯಿಂದ ಆಯ್ಕೆಗೆ ಸಲ್ಲಿಸಿದ ಲೇಖಕರು, ಪ್ರಕಾಶಕರು ಮತ್ತು ಪುಸ್ತಕ ಮಾರಾಟಗಾರರು ಪುಸ್ತಕಗಳ ಎರಡು ಪ್ರತಿಗಳನ್ನು ಪ್ರದರ್ಶನದಲ್ಲಿ ಇಡಬೇಕು. ಇದರ ಸದುಪಯೋಗವನ್ನು ಪಡೆದುಕೊಳ್ಳುವಂತೆ ಸಾರ್ವಜನಿಕ ಗ್ರಂಥಾಲಯ ಇಲಾಖೆಯ ಜಿಲ್ಲಾ ಗ್ರಂಥಾಲಯ ಅಧಿಕಾರಿಗಳು ಪ್ರಕಟಣೆಯಲ್ಲಿ ತಿಳಿಸಿದ್ದಾರೆ. [284, 1297, 644, 1346]
power-cut-21-headline: ಮೆಟ್ರಿ: ಆ.21 ರಂದು ವಿದ್ಯುತ್ ವ್ಯತ್ಯಯ [68, 724, 244, 740]
kampli-flood-headline: ಕಂಪ್ಲಿ ನದಿ ಪ್ರವಾಹ, ಸೇತುವೆಗೆ ಮುಳುಗಡೆ ಭೀತಿ: ವಾಹನ ಸಂಚಾರ ಸ್ಥಗಿತ [370, 486, 822, 509]
lok-adalat-article-body: ಬಳ್ಳಾರಿ: ರಾಷ್ಟ್ರೀಯ ಕಾನೂನು ಸೇವೆಗಳ ಪ್ರಾಧಿಕಾರ ಮತ್ತು ರಾಜ್ಯ ಕಾನೂನು ಸೇವೆಗಳ ಪ್ರಾಧಿಕಾರ ಇವರ ನಿರ್ದೇಶನದಂತೆ ಜಿಲ್ಲಾ ಕಾನೂನು ಸೇವೆಗಳ ಪ್ರಾಧಿಕಾರ ವತಿಯಿಂದ ಸೆಪ್ಟೆಂಬರ್ 13 ರಂದು ನಗರದ ಜಾಲುನ ಲಕ್ಷ್ಯದ ಹೊಸ ಜಿಲ್ಲಾ ನ್ಯಾಯಾಲಯ ಸಂಕೀರ್ಣದಲ್ಲಿ ರಾಷ್ಟ್ರೀಯ ಲೋಕ್ ಅದಾಲತ್ ನಡೆಸಲಾಗುವುದು. ಸಾರ್ವಜನಿಕರು ತಮ್ಮ ವ್ಯಾಜ್ಯಪೂರ್ವ, ರಾಜಿಯಾಗಬಹುದಾದ ಅಪರಾಧಿಕ ಪ್ರಕರಣಗಳು, ಚೆಕ್ ಪ್ರಕರಣಗಳು, ಬ್ಯಾಂಕ್ ಪ್ರಕರಣಗಳು, ಮೋಟಾರು ವಾಹನ ಅಪಘಾತ ಪರಿಹಾರ ನ್ಯಾಯಾಧಿಕರಣ ಪ್ರಕರಣಗಳು, ವೈವಾಹಿಕ ಹಾಗೂ ಕೌಟುಂಬಿಕ ಪ್ರಕರಣಗಳು, ಸಿವಿಲ್ ಪ್ರಕರಣಗಳು ಹಾಗೂ ಇತರೆ ರಾಜಿಯಾಗಬಹುದಾದ ಪ್ರಕರಣಗಳನ್ನು ರಾಷ್ಟ್ರೀಯ ಲೋಕ್ ಅದಾಲತ್ ಮೂಲಕ ಶೀಘ್ರವೇ ಇತ್ಯರ್ಥಗೊಳಿಸಿ ಪರಿಹಾರ ಪಡೆದುಕೊಳ್ಳಲು ಸುವರ್ಣ ಅವಕಾಶವಾಗಿದೆ. ಸಾರ್ವಜನಿಕರು ಹಾಗೂ ಕಕ್ಷಿದಾರರು ಇದರ ಪ್ರಯೋಜನ ಪಡೆದುಕೊಳ್ಳಬೇಕು. ವಿಶೇಷ ಸೂಚನೆ: ಪ್ರತಿದಿನ ಜಿಲ್ಲಾ ನ್ಯಾಯಾಲಯಗಳಲ್ಲಿ ಮೆಗಾ–ಲೋಕ್ ಅದಾಲತ್‌ಗೆ ಸಂಬಂಧಿಸಿದಂತೆ ಪೂರ್ವಭಾವಿ ಬೈಠಕ್‌ಗಳು ನಡೆಯುತ್ತಿರುತ್ತವೆ. ಹೆಚ್ಚಿನ ಮಾಹಿತಿಗಾಗಿ ಜಿಲ್ಲಾ ಕಾನೂನು ಸೇವೆಗಳ ಪ್ರಾಧಿಕಾರ ಅಥವಾ ದೂ.08392–278077 ಹಾಗೂ ಎನ್‌ಎಎಲ್‌ಎಸ್‌ಎ ಸಹಾಯವಾಣಿ ಸಂಖ್ಯೆ 15100 ಗೆ ಸಂಪರ್ಕಿಸಬಹುದು ಎಂದು ಜಿಲ್ಲಾ ಕಾನೂನು ಸೇವೆಗಳ ಪ್ರಾಧಿಕಾರದ ಸದಸ್ಯ ಕಾರ್ಯದರ್ಶಿ ಹಾಗೂ ಹಿರಿಯ ಸಿವಿಲ್ ನ್ಯಾಯಾಧೀಶರಾದ ರಾಜೇಶ್.ಎನ್ ಹೊಸಮನಿ ಅವರು ತಿಳಿಸಿದ್ದಾರೆ. [36, 479, 276, 571]
shravana-headline: ಶ್ರಾವಣಮಾಸದ ಕೊನೆ ಸೋಮವಾರದಂದು ಜರುಗಿದ ಬಂಡೆ ಬಸವೇಶ್ವರ ಮತ್ತು ಶಿವಶರಣೆ ನೀಲಮ್ಮದೇವಿ ಗಂಗೆಸ್ಥಳ ಮೆರವಣಿಗೆ [326, 858, 602, 891]
river-bridge-photo [530, 532, 908, 680]
today-power-headline: ಇಂದು ವಿದ್ಯುತ್ ವ್ಯತ್ಯಯ [718, 1120, 844, 1139]
shravana-article-lead: ವಿಜಯನಗರವಾಣಿ ಸುದ್ದಿ ಕಂಪ್ಲಿ: ತಾಲೂಕಿನ ನಂ.10 ಮುದ್ದಾಪುರ ಗ್ರಾಮದಲ್ಲಿ ಶ್ರಾವಣಮಾಸದ ಕೊನೆ ಸೋಮವಾರದಂದು ಶ್ರೀ ಬಂಡೆ ಬಸವೇಶ್ವರ ಮತ್ತು ಶಿವಶರಣೆ ನೀಲಮ್ಮದೇವಿ ಗಂಗೆಸ್ಥಳ ಮೆರವಣಿಗೆ ವಿಜೃಂಭಣೆಯಿಂದ ಜರುಗಿತು. ಕುರುಗೋಡು ಪಟ್ಟಣದ ಗುಡ್ಡದಲ್ಲಿ ನೆಲೆಸಿರುವ ನೀಲಮ್ಮ ದೇವಿ ಸನ್ನಿಧಾನದಲ್ಲಿ ವಿಶೇಷ ಪೂಜೆ ಸಲ್ಲಿಸಿ, ನಂತರ ಅಲ್ಲಿಂದ ಎತ್ತಿನಗಾಡಿ, ಬಲ್ಲಾಪುರ ಮಾರ್ಗದ ಮೂಲಕ ಪ್ರಯಾಣ ಆರಂಭಿಸಿ ಗ್ರಾಮಕ್ಕೆ ಆಗಮಿಸಿತು. ಗ್ರಾಮದಲ್ಲಿ ಮಹಿಳೆಯರು ಕುಂಭ ಕಳಸ ಹೊತ್ತು ಮೆರವಣಿಗೆಯಲ್ಲಿ ಪಾಲ್ಗೊಂಡರು. ಡೊಳ್ಳು ಕುಣಿತ, ತಮಟೆ ವಾದ್ಯ, ಭಜನಾ ಮೇಳಗಳು ಮೆರವಣಿಗೆಗೆ ಮೆರುಗು ನೀಡಿದವು. ನಂತರ ಬನ್ನಿಕಟ್ಟೆ ಹತ್ತಿರ ವಿಶೇಷ ಪೂಜೆ ನೆರವೇರಿಸಲಾಯಿತು. ಈ ಸಂದರ್ಭದಲ್ಲಿ ಗ್ರಾಮದ ಮುಖಂಡರಾದ ಬಸವರಾಜ, ಶಿವಕುಮಾರ, ನಾಗರಾಜ, ಚನ್ನಬಸಪ್ಪ, ಮಲ್ಲಿಕಾರ್ಜುನ, ವೀರೇಶ, ಹನುಮಂತಪ್ಪ, ಯಲ್ಲಪ್ಪ, ರಾಮಣ್ಣ, ಸಿದ್ದಪ್ಪ, ಗೋವಿಂದಪ್ಪ, ಗಂಗಾಧರ, ಮಂಜುನಾಥ, ಶರಣಪ್ಪ ಸೇರಿದಂತೆ ಗ್ರಾಮಸ್ಥರು, ಯುವಕರು, ಮಹಿಳೆಯರು ಹಾಗೂ ಭಕ್ತಾದಿಗಳು ಪಾಲ್ಗೊಂಡಿದ್ದರು. ಮೆರವಣಿಗೆ ನಂತರ ಅನ್ನಸಂತರ್ಪಣೆ ನಡೆಯಿತು. [284, 905, 388, 1075]
section-divider [284, 852, 908, 853]
stray-dogs-headline: ಕೊಪ್ಪಳ ನಗರದಲ್ಲಿ ಬೀದಿ ನಾಯಿಗಳ ನಿಯಂತ್ರಣಕ್ಕೆ ಕ್ರಮ [714, 1307, 848, 1342]
column-rule [278, 152, 279, 1557]
library-headline: ಸಾರ್ವಜನಿಕ ಗ್ರಂಥಾಲಯ ಇಲಾಖೆಯಿಂದ ಆಗಸ್ಟ್ 20ರಿಂದ 22ರವರೆಗೆ ಪುಸ್ತಕಗಳ ಪ್ರದರ್ಶನ [353, 1237, 575, 1274]
press-meet-photo [36, 200, 276, 306]
protest-article-body: ವಿಜಯನಗರವಾಣಿ ಸುದ್ದಿ ಹೊಸಪೇಟೆ: ಒಳಮೀಸಲಾತಿಗೆ ನ್ಯಾಯ ಮೂರ್ತಿ ಡಾ. ನಾಗಮೋಹನ್‌ದಾಸ್ ಆಯೋಗದ ವರದಿಯನ್ನು ಸರ್ಕಾರ ಜಾರಿಗೆ ತರುವುದನ್ನು ವಿರೋಧಿಸಿ 20 ರಂದು ಜಿಲ್ಲಾ ಒಳಮೀಸಲಾತಿ ವಿರೋಧ ಹೋರಾಟ ಸಮಿತಿ ನಗರದಲ್ಲಿ ಪ್ರತಿಭಟನೆ ಹಮ್ಮಿಕೊಂಡಿದೆ ಎಂದು ಸಮಿತಿಯ ಸಂಚಾಲಕ ಡಿ.ಲಕ್ಷ್ಮಣ್ ಸುದ್ದಿಗೋಷ್ಠಿಯಲ್ಲಿ ತಿಳಿಸಿದರು. ಬಂಜಾರ, ಭೋವಿ, ಕೊರಮ, ಕೊರಚ, ಸಮಾಜದ, ಸುಮಾರು ಮೂರು(3) ರಿಂದ ಆರು (6) ಸಾವಿರ ಜನರು , ನಾಲ್ಕು ಸಮುದಾಯ ಧರ್ಮಗುರುಗಳ ನೇತೃತ್ವದಲ್ಲಿ ಪ್ರತಿಭಟನೆ ನಡೆಯಲಿದೆ, ಪ್ರತಿಭಟನೆಯು ಸಾರ್ವಜನಿಕ ಕಲ್ಯಾಣ ಮಂಟಪದಿಂದ ಆರಂಭಗೊಂಡು ನಗರದ ಮುಖ್ಯ ಬೀದಿಗಳಲ್ಲಿ ಚಲಿಸಿ ತಹಶೀಲ್ದಾರ್ ಮುಖಾಂತರ ಜಿಲ್ಲಾಧಿಕಾರಿಗಳಿಗೆ ಮನವಿ ನೀಡಲಿದ್ದಾರೆ. [36, 311, 276, 369]
masthead [36, 96, 908, 146]
section-divider [36, 450, 278, 451]
itagi-power-article-body: ಬಳ್ಳಾರಿ: ಕಂಪ್ಲಿ ಜೆಸ್ಕಾಂ ವ್ಯಾಪ್ತಿಯ ಇಟಗಿ 110/11ಕೆವಿ ಉಪ ಕೇಂದ್ರದಲ್ಲಿ ವಿದ್ಯುತ್ ನಿರ್ವಹಣೆ ಕಾರ್ಯ ಕೈಗೊಳ್ಳುತ್ತಿರುವುದರಿಂದ ಆ.20 ರಂದು ಬೆಳಿಗ್ಗೆ 09 ರಿಂದ ಸಂಜೆ 04 ಗಂಟೆಯವರೆಗೆ ವಿದ್ಯುತ್ ವ್ಯತ್ಯಯವಾಗಲಿದೆ. ವಿದ್ಯುತ್ ವ್ಯತ್ಯಯವಾಗುವ ಪ್ರದೇಶಗಳು: ಇಟಗಿ ಉಪ ಕೇಂದ್ರದ ವ್ಯಾಪ್ತಿಗೆ ಬರುವ ಸಣಾಪುರ, ಬೆಳಗೋಡುಹಾಳು, ನಂ.2 ಮುದ್ದಾಪುರ, ಅರಳಹಳ್ಳಿ, ಹಾಲೇಮ್ಮ ಕ್ಯಾಂಪ್, ಬನ್ನಿಗೋಳ ಕ್ಯಾಂಪ್, ಇಟಗಿ ಗ್ರಾಮಗಳ ನಿರಂತರ ಜ್ಯೋತಿ, ಎಫ್4–ಅರಳಹಳ್ಳಿ ಮತ್ತು ಎಫ್3–ಚಿಕ್ಕಜಂತಕಲ್ ಮಾರ್ಗಗಳು, ನೀರಾವರಿ ವಿದ್ಯುತ್ ಮಾರ್ಗಗಳಿಗೆ ಸಂಬಂಧಿಸಿದಂತೆ ಎಫ್1–ಇಟಗಿ, ಎಫ್2–ತುಂಗಭದ್ರಾ, ಎಫ್7–ಸಣಾಪುರ ಕ್ಯಾಂಪ್ ಮತ್ತು ಎಫ್11–ಮುದ್ದಾಪುರ ಮಾರ್ಗಗಳಲ್ಲಿ ವಿದ್ಯುತ್ ವ್ಯತ್ಯಯವಾಗಲಿದೆ. ಇಟಗಿ ಉಪಕೇಂದ್ರಕ್ಕೆ ಸಂಬಂಧಿಸಿದ ಪಂಪ್ ಸೆಟ್(ಐಪಿ ಸೆಟ್) ಮೇಲೆ ತಿಳಿಸಿದ ಮಾರ್ಗಗಳಲ್ಲಿ ಅಂದು ಬೆಳಿಗ್ಗೆ 4 ರಿಂದ ಸಂಜೆ(5ತಾಸು) ಉಳಿದ 2 ತಾಸು ಸಂಜೆ ವಿದ್ಯುತ್ ಸರಬರಾಜು ಮಾಡಲಾಗುವುದು. ಸಾರ್ವಜನಿಕರು ಯಾವುದೇ ತರಹದ ವಿದ್ಯುತ್ ಮತ್ತು ಕಾರ್ಯ ಪೂರ್ವಾಗಿಯಾಗಿ ಇಲ್ಲದೇ ಮಾಡಬಾರದು. ಒಂದು ವೇಳೆ ವಿದ್ಯುತ್ ಅಪಘಾತ ಸಂಭವಿಸಿದಲ್ಲಿ ಜೆಸ್ಕಾಂ ಕಂಪನಿ ಜವಾಬ್ದಾರಿಯಾಗುವುದಿಲ್ಲ. ವಿದ್ಯುತ್ ಗ್ರಾಹಕರು ಹಾಗೂ ಸಾರ್ವಜನಿಕರು ಸಹಕರಿಸಬೇಕು ಎಂದು ಸಹಾಯಕ ಕಾರ್ಯನಿರ್ವಾಹಕ ಇಂಜಿನಿಯರ್ ಪ್ರಕಟಣೆಯಲ್ಲಿ ತಿಳಿಸಿದ್ದಾರೆ. [654, 881, 908, 965]
page-bottom-rule [36, 1560, 908, 1562]
